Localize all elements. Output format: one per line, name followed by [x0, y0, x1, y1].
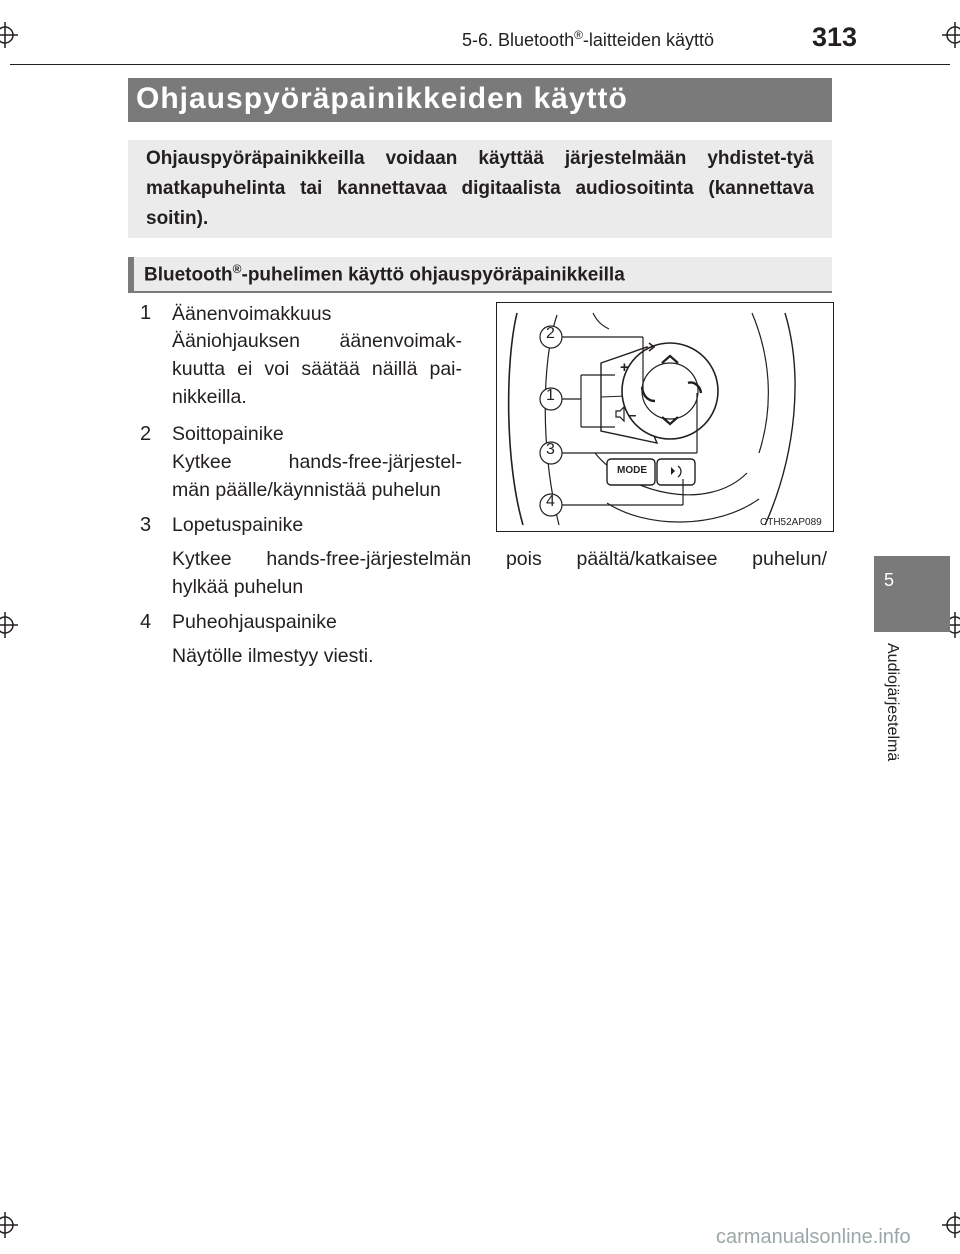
crop-mark-icon: [0, 22, 18, 48]
item-number: 3: [140, 514, 152, 536]
callout-number: 4: [546, 493, 555, 510]
item-desc-line: män päälle/käynnistää puhelun: [172, 479, 441, 501]
figure-code: CTH52AP089: [760, 517, 822, 528]
item-number: 2: [140, 423, 152, 445]
item-number: 1: [140, 302, 152, 324]
subheading-suffix: -puhelimen käyttö ohjauspyöräpainikkeilla: [241, 264, 625, 286]
item-label: Puheohjauspainike: [172, 611, 337, 633]
chapter-label-text: Audiojärjestelmä: [884, 643, 901, 762]
item-desc-line: Näytölle ilmestyy viesti.: [172, 645, 374, 667]
page-title: Ohjauspyöräpainikkeiden käyttö: [136, 82, 628, 115]
section-header: [462, 28, 714, 51]
intro-text: Ohjauspyöräpainikkeilla voidaan käyttää järjestelmään yhdistet-tyä matkapuhelinta tai kannettavaa digitaalista audiosoitinta (kannettava soitin).: [146, 148, 814, 229]
subheading-registered-mark: ®: [232, 262, 242, 276]
item-desc-line: Kytkee hands-free-järjestelmän pois päältä/katkaisee puhelun/: [172, 548, 827, 570]
plus-label: +: [620, 359, 629, 376]
item-label: Soittopainike: [172, 423, 284, 445]
crop-mark-icon: [0, 1212, 18, 1238]
subheading-prefix: Bluetooth: [144, 264, 233, 286]
header-rule: [10, 64, 950, 65]
minus-label: –: [628, 407, 637, 424]
crop-mark-icon: [0, 612, 18, 638]
watermark: carmanualsonline.info: [716, 1226, 911, 1248]
subheading: [144, 262, 625, 286]
callout-number: 3: [546, 441, 555, 458]
callout-number: 1: [546, 387, 555, 404]
registered-mark: ®: [574, 28, 583, 42]
chapter-tab: [874, 556, 950, 632]
item-label: Lopetuspainike: [172, 514, 304, 536]
item-desc-line: hylkää puhelun: [172, 576, 304, 598]
item-label: Äänenvoimakkuus: [172, 303, 332, 325]
item-number: 4: [140, 611, 152, 633]
callout-number: 2: [546, 325, 555, 342]
mode-button-label: MODE: [617, 465, 647, 476]
crop-mark-icon: [942, 1212, 960, 1238]
item-desc-line: kuutta ei voi säätää näillä pai-: [172, 358, 462, 380]
item-desc-line: Ääniohjauksen äänenvoimak-: [172, 330, 462, 352]
subheading-accent: [128, 257, 134, 293]
section-prefix: 5-6. Bluetooth: [462, 30, 575, 50]
chapter-number: 5: [883, 570, 894, 590]
page-number: 313: [812, 22, 858, 52]
chapter-label: [875, 643, 901, 793]
steering-switch-figure: [496, 302, 834, 532]
crop-mark-icon: [942, 22, 960, 48]
item-desc-line: nikkeilla.: [172, 386, 247, 408]
section-suffix: -laitteiden käyttö: [582, 30, 714, 50]
item-desc-line: Kytkee hands-free-järjestel-: [172, 451, 462, 473]
